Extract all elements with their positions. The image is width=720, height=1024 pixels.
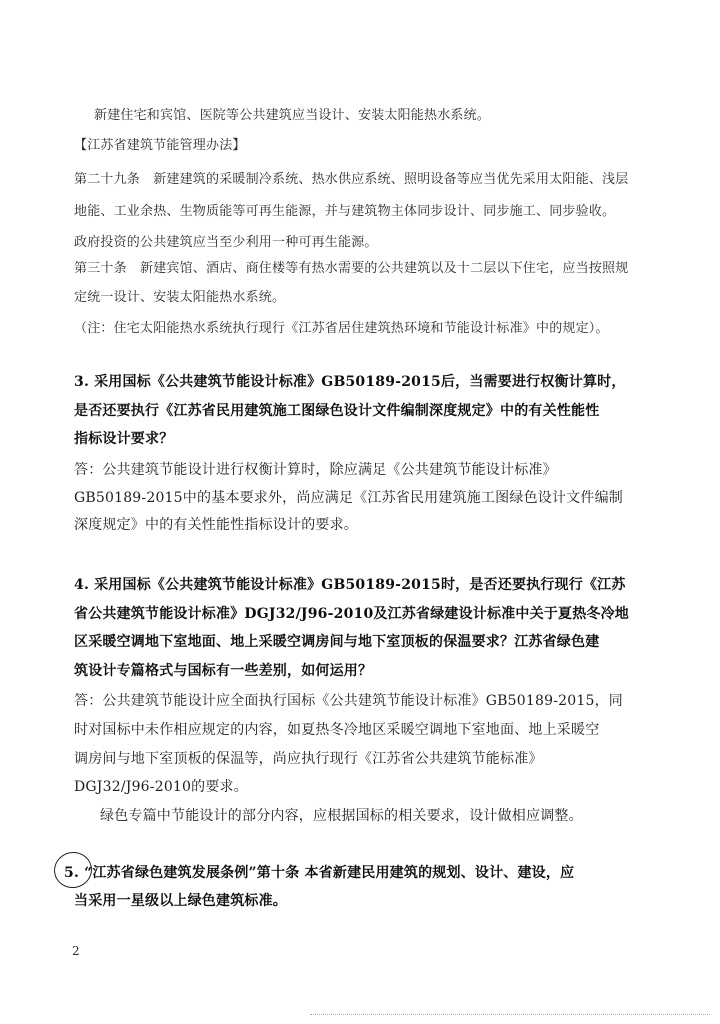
question-3-line: 指标设计要求？	[74, 431, 174, 447]
answer-4-line: 调房间与地下室顶板的保温等，尚应执行现行《江苏省公共建筑节能标准》	[74, 751, 543, 767]
question-3-line: 3. 采用国标《公共建筑节能设计标准》GB50189-2015后，当需要进行权衡计算时，	[74, 374, 626, 390]
scan-artifact-line	[310, 1014, 710, 1017]
answer-3-line: 深度规定》中的有关性能性指标设计的要求。	[74, 517, 358, 533]
question-3-line: 是否还要执行《江苏省民用建筑施工图绿色设计文件编制深度规定》中的有关性能性	[74, 403, 600, 419]
question-5-line: 5. “江苏省绿色建筑发展条例”第十条 本省新建民用建筑的规划、设计、建设，应	[64, 865, 575, 881]
section-heading: 【江苏省建筑节能管理办法】	[74, 138, 246, 153]
answer-4-line: DGJ32/J96-2010的要求。	[74, 779, 248, 795]
note-line: （注：住宅太阳能热水系统执行现行《江苏省居住建筑热环境和节能设计标准》中的规定）。	[74, 321, 609, 336]
text-line: 政府投资的公共建筑应当至少利用一种可再生能源。	[74, 235, 378, 250]
question-4-line: 筑设计专篇格式与国标有一些差别，如何运用？	[74, 663, 373, 679]
question-4-line: 省公共建筑节能设计标准》DGJ32/J96-2010及江苏省绿建设计标准中关于夏热冬冷地	[74, 606, 629, 622]
answer-4-line: 绿色专篇中节能设计的部分内容，应根据国标的相关要求，设计做相应调整。	[100, 808, 583, 824]
text-line: 第二十九条 新建建筑的采暖制冷系统、热水供应系统、照明设备等应当优先采用太阳能、浅层	[74, 172, 629, 187]
text-line: 第三十条 新建宾馆、酒店、商住楼等有热水需要的公共建筑以及十二层以下住宅，应当按照规	[74, 261, 629, 276]
text-line: 定统一设计、安装太阳能热水系统。	[74, 290, 286, 305]
question-5-line: 当采用一星级以上绿色建筑标准。	[74, 893, 287, 909]
text-line: 新建住宅和宾馆、医院等公共建筑应当设计、安装太阳能热水系统。	[94, 108, 491, 123]
answer-4-line: 时对国标中未作相应规定的内容，如夏热冬冷地区采暖空调地下室地面、地上采暖空	[74, 722, 600, 738]
text-line: 地能、工业余热、生物质能等可再生能源，并与建筑物主体同步设计、同步施工、同步验收。	[74, 204, 616, 219]
page-number: 2	[72, 944, 80, 958]
answer-4-line: 答：公共建筑节能设计应全面执行国标《公共建筑节能设计标准》GB50189-2015，同	[74, 693, 623, 709]
question-4-line: 区采暖空调地下室地面、地上采暖空调房间与地下室顶板的保温要求？江苏省绿色建	[74, 634, 600, 650]
answer-3-line: 答：公共建筑节能设计进行权衡计算时，除应满足《公共建筑节能设计标准》	[74, 462, 557, 478]
question-4-line: 4. 采用国标《公共建筑节能设计标准》GB50189-2015时，是否还要执行现行《江苏	[74, 577, 626, 593]
answer-3-line: GB50189-2015中的基本要求外，尚应满足《江苏省民用建筑施工图绿色设计文件编制	[74, 490, 623, 506]
